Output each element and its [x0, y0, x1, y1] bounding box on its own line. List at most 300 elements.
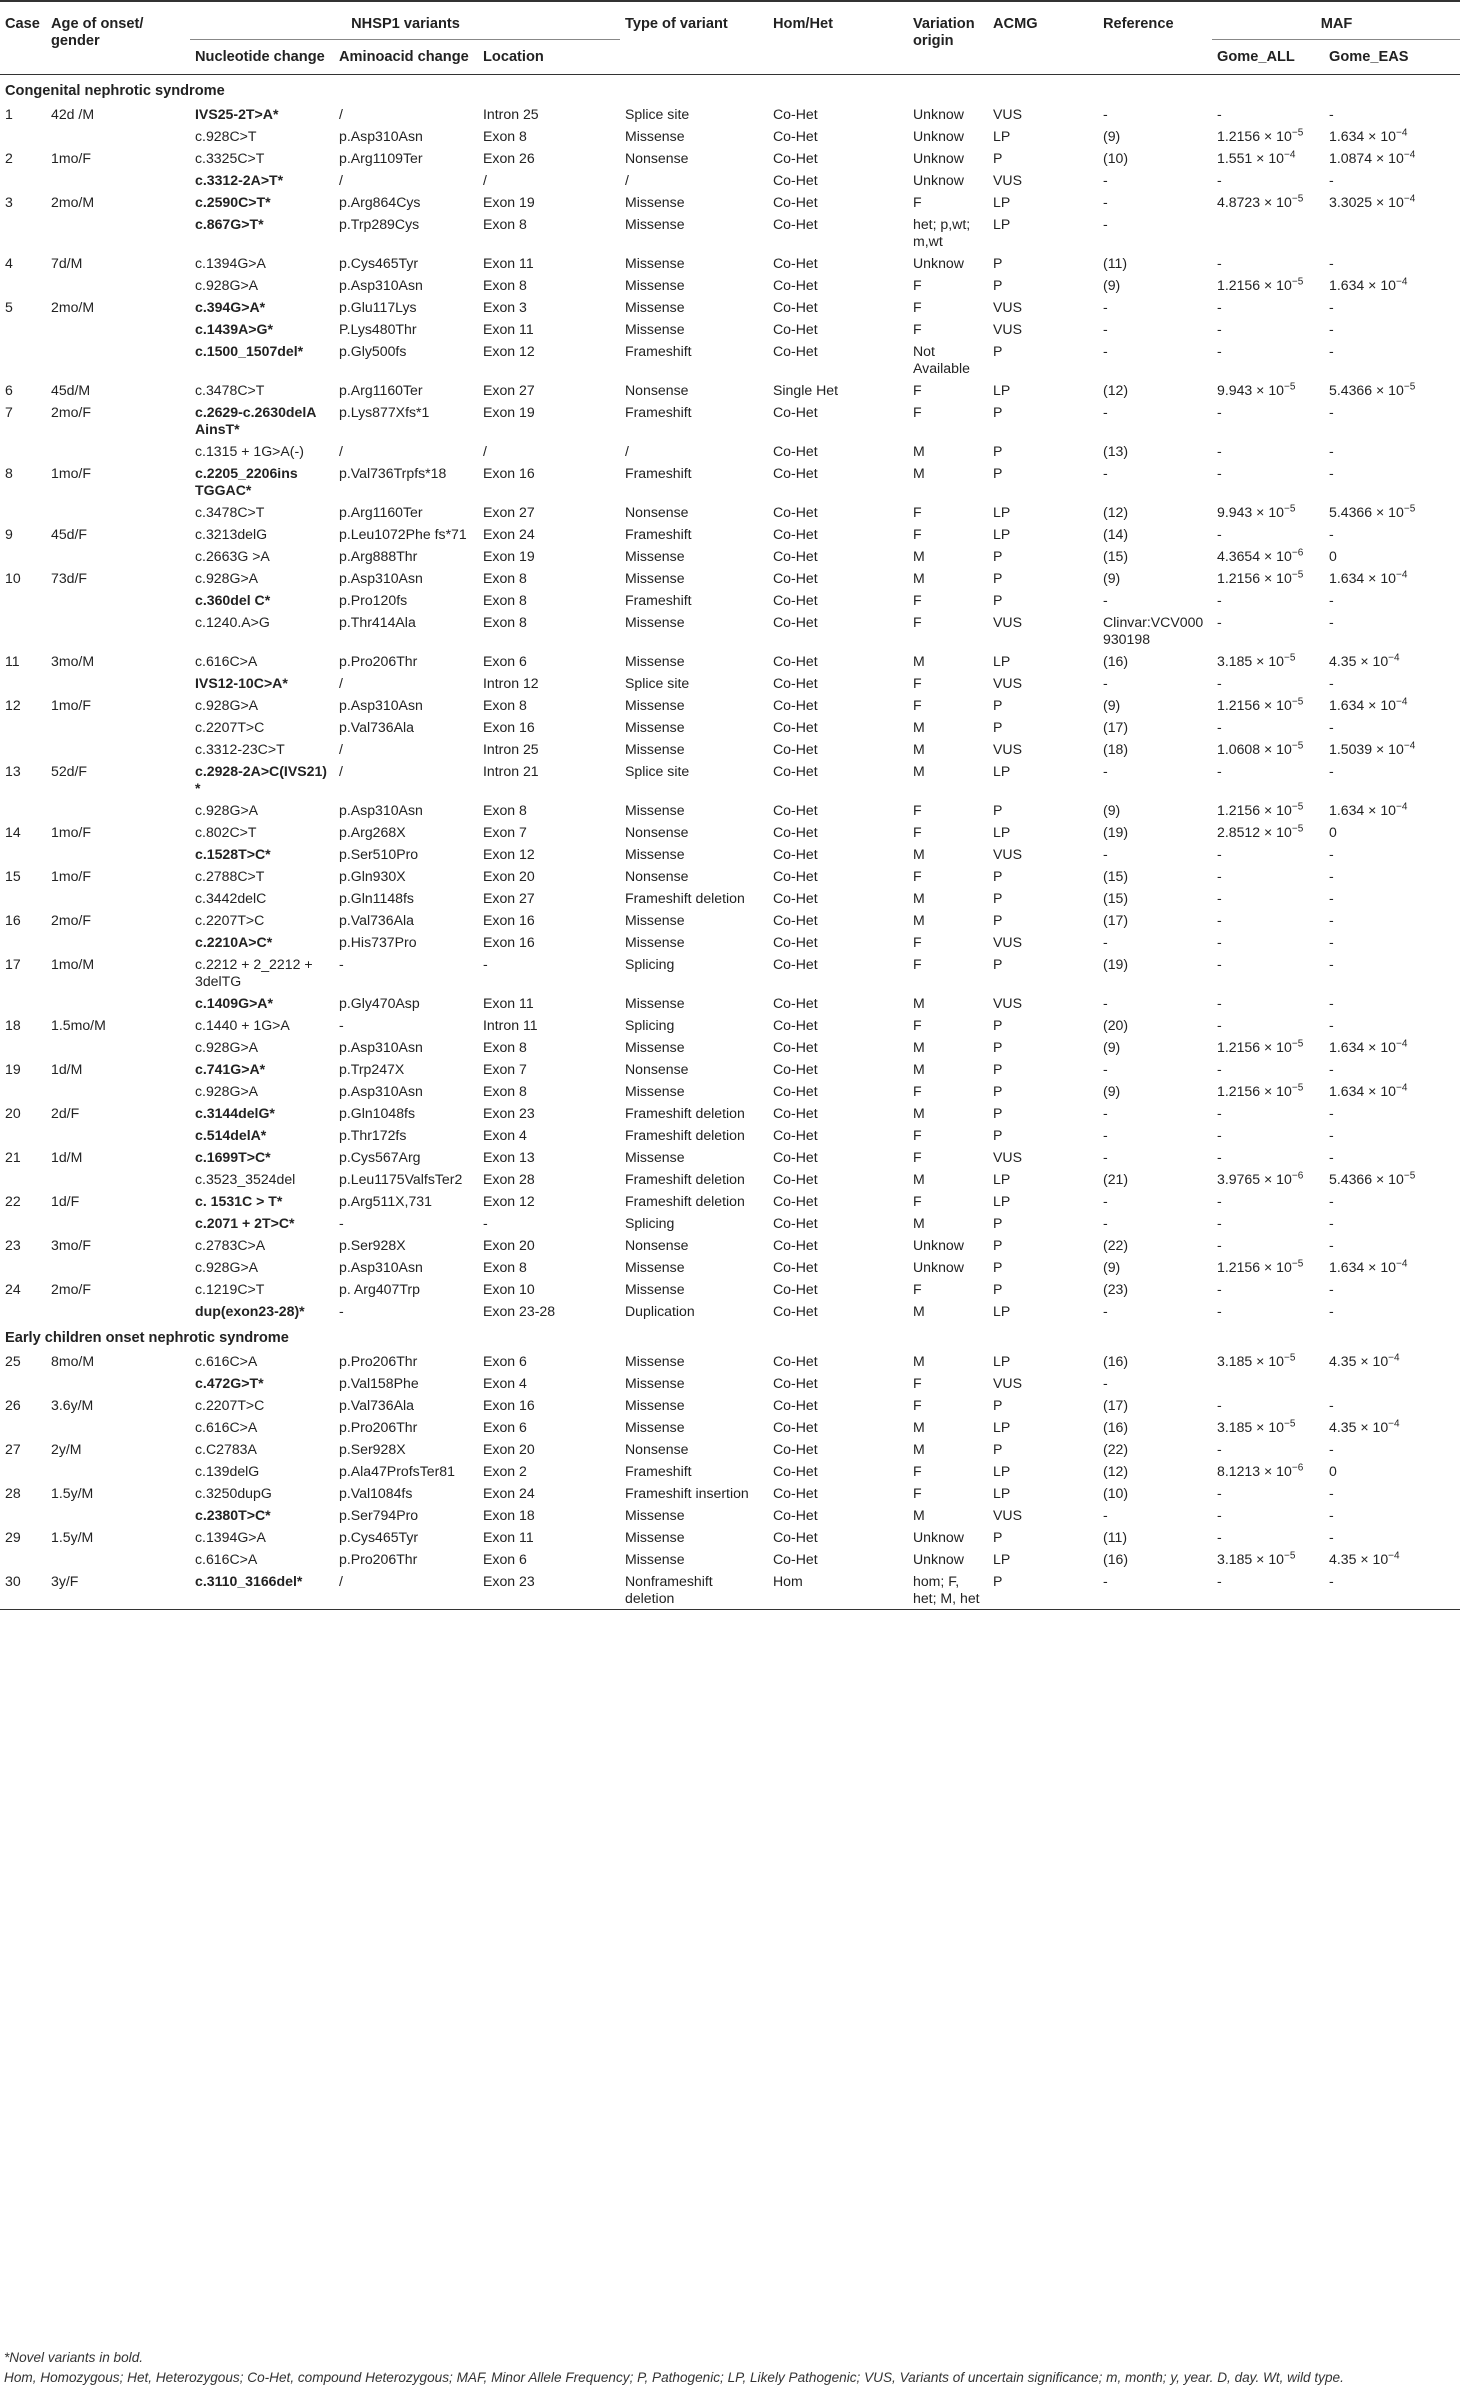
cell-case	[0, 589, 46, 611]
table-row	[0, 1350, 1460, 1372]
cell-aminoacid-change: p.Asp310Asn	[339, 697, 423, 713]
cell-location: Exon 7	[483, 1061, 527, 1077]
cell-type: Frameshift insertion	[625, 1485, 749, 1501]
cell-hom-het: Co-Het	[773, 1485, 818, 1501]
cell-gome-all: -	[1217, 614, 1222, 630]
table-row	[0, 992, 1460, 1014]
cell-hom-het: Co-Het	[773, 128, 818, 144]
cell-hom-het: Co-Het	[773, 824, 818, 840]
cell-aminoacid-change: p.Leu1072Phe fs*71	[339, 526, 467, 542]
cell-gome-eas: -	[1329, 443, 1334, 459]
cell-aminoacid-change: p.Pro206Thr	[339, 1551, 418, 1567]
cell-gome-all: $4.3654 \times 10^{-6}$	[1217, 547, 1304, 564]
cell-type: Nonframeshift deletion	[620, 1570, 768, 1610]
cell-type: Nonsense	[625, 1237, 689, 1253]
cell-acmg: P	[993, 1397, 1003, 1413]
cell-age-gender: 1mo/F	[51, 824, 91, 840]
cell-nucleotide-change: c.616C>A	[195, 1419, 258, 1435]
cell-type: Frameshift deletion	[625, 1171, 745, 1187]
table-body	[0, 75, 1460, 1610]
cell-gome-eas: -	[1329, 1149, 1334, 1165]
cell-aminoacid-change: p.Leu1175ValfsTer2	[339, 1171, 463, 1187]
cell-type: Missense	[625, 995, 685, 1011]
cell-variation-origin: F	[913, 1017, 922, 1033]
cell-variation-origin: F	[913, 1281, 922, 1297]
cell-location: Exon 8	[483, 1259, 527, 1275]
table-row	[0, 1124, 1460, 1146]
cell-reference: (12)	[1103, 382, 1129, 398]
cell-nucleotide-change: c.3325C>T	[195, 150, 265, 166]
cell-type: Missense	[625, 277, 685, 293]
cell-case: 7	[5, 404, 13, 420]
cell-aminoacid-change: /	[334, 1570, 478, 1610]
cell-gome-all: -	[1217, 675, 1222, 691]
cell-hom-het: Co-Het	[773, 934, 818, 950]
cell-location: Intron 25	[483, 741, 539, 757]
cell-aminoacid-change: p.Gly470Asp	[339, 995, 420, 1011]
cell-reference: -	[1103, 934, 1108, 950]
cell-nucleotide-change: c.2788C>T	[195, 868, 265, 884]
cell-nucleotide-change: c.2212 + 2_2212 + 3delTG	[195, 956, 313, 989]
cell-hom-het: Co-Het	[773, 868, 818, 884]
cell-aminoacid-change: p.Val736Ala	[339, 912, 414, 928]
cell-variation-origin: F	[913, 614, 922, 630]
cell-nucleotide-change: c.928G>A	[195, 802, 259, 818]
cell-nucleotide-change: c.3250dupG	[195, 1485, 272, 1501]
cell-type: Frameshift	[625, 592, 692, 608]
cell-gome-eas: -	[1329, 1485, 1334, 1501]
cell-case	[0, 1372, 46, 1394]
cell-gome-eas: -	[1329, 1193, 1334, 1209]
cell-type: Frameshift deletion	[625, 1105, 745, 1121]
cell-case: 12	[5, 697, 21, 713]
col-group-nhsp1: NHSP1 variants	[190, 1, 620, 40]
table-row	[0, 169, 1460, 191]
table-row	[0, 1212, 1460, 1234]
cell-nucleotide-change: c.616C>A	[195, 653, 258, 669]
cell-acmg: P	[993, 465, 1003, 481]
cell-case	[0, 716, 46, 738]
cell-hom-het: Co-Het	[773, 1171, 818, 1187]
cell-acmg: LP	[993, 1419, 1011, 1435]
cell-gome-all: -	[1217, 1485, 1222, 1501]
cell-reference: (13)	[1103, 443, 1129, 459]
cell-hom-het: Co-Het	[773, 1463, 818, 1479]
table-row	[0, 799, 1460, 821]
cell-variation-origin: F	[913, 824, 922, 840]
cell-gome-all: -	[1217, 299, 1222, 315]
cell-acmg: VUS	[993, 934, 1022, 950]
cell-aminoacid-change: p.Asp310Asn	[339, 128, 423, 144]
cell-variation-origin: M	[913, 465, 925, 481]
cell-variation-origin: M	[913, 719, 925, 735]
cell-variation-origin: M	[913, 763, 925, 779]
cell-location: Exon 11	[483, 255, 534, 271]
cell-type: Missense	[625, 299, 685, 315]
cell-gome-all: -	[1217, 592, 1222, 608]
cell-aminoacid-change: p.Arg268X	[339, 824, 406, 840]
cell-acmg: P	[993, 1237, 1003, 1253]
cell-nucleotide-change: c.1439A>G*	[195, 321, 273, 337]
cell-location: Exon 6	[483, 653, 527, 669]
cell-reference: -	[1103, 592, 1108, 608]
cell-nucleotide-change: c.3312-23C>T	[195, 741, 285, 757]
cell-aminoacid-change: -	[339, 1303, 344, 1319]
cell-gome-all: -	[1217, 763, 1222, 779]
cell-case	[0, 274, 46, 296]
cell-acmg: P	[993, 697, 1003, 713]
cell-hom-het: Co-Het	[773, 321, 818, 337]
cell-type: Missense	[625, 846, 685, 862]
cell-reference: (20)	[1103, 1017, 1129, 1033]
cell-case	[0, 992, 46, 1014]
cell-reference: (19)	[1103, 956, 1129, 972]
cell-age-gender	[46, 1212, 190, 1234]
cell-type: Nonsense	[625, 150, 689, 166]
table-row	[0, 1548, 1460, 1570]
cell-case	[0, 1416, 46, 1438]
table-row	[0, 1570, 1460, 1610]
cell-location: Exon 16	[483, 912, 535, 928]
cell-gome-all: -	[1217, 868, 1222, 884]
cell-case	[0, 1080, 46, 1102]
cell-hom-het: Co-Het	[773, 1105, 818, 1121]
cell-gome-eas: -	[1329, 868, 1334, 884]
cell-variation-origin: M	[913, 443, 925, 459]
cell-nucleotide-change: c.2210A>C*	[195, 934, 273, 950]
cell-gome-all: $1.2156 \times 10^{-5}$	[1217, 276, 1304, 293]
cell-acmg: LP	[993, 382, 1011, 398]
cell-reference: -	[1103, 404, 1108, 420]
cell-case: 28	[5, 1485, 21, 1501]
cell-hom-het: Co-Het	[773, 1281, 818, 1297]
table-row	[0, 1102, 1460, 1124]
cell-case: 13	[5, 763, 21, 779]
cell-variation-origin: F	[913, 504, 922, 520]
cell-acmg: VUS	[993, 321, 1022, 337]
col-gome-all: Gome_ALL	[1212, 40, 1324, 75]
cell-age-gender	[46, 738, 190, 760]
cell-location: Exon 20	[483, 1441, 535, 1457]
cell-aminoacid-change: p.Trp247X	[339, 1061, 405, 1077]
cell-gome-all: -	[1217, 1215, 1222, 1231]
cell-age-gender	[46, 1372, 190, 1394]
cell-gome-eas: $1.634 \times 10^{-4}$	[1329, 1082, 1408, 1099]
cell-gome-eas: -	[1329, 934, 1334, 950]
cell-aminoacid-change: p.Asp310Asn	[339, 1039, 423, 1055]
cell-variation-origin: het; p,wt; m,wt	[913, 216, 971, 249]
cell-age-gender: 3y/F	[46, 1570, 190, 1610]
cell-location: Exon 12	[483, 343, 535, 359]
cell-acmg: P	[993, 1215, 1003, 1231]
cell-hom-het: Co-Het	[773, 592, 818, 608]
cell-acmg: VUS	[993, 172, 1022, 188]
cell-age-gender	[46, 843, 190, 865]
cell-case	[0, 672, 46, 694]
cell-aminoacid-change: p.Arg1160Ter	[339, 504, 423, 520]
cell-case: 4	[5, 255, 13, 271]
cell-gome-all: $2.8512 \times 10^{-5}$	[1217, 823, 1304, 840]
table-row	[0, 274, 1460, 296]
cell-gome-all: -	[1217, 1127, 1222, 1143]
cell-case: 8	[5, 465, 13, 481]
cell-location: Exon 8	[483, 614, 527, 630]
cell-type: Nonsense	[625, 824, 689, 840]
cell-hom-het: Co-Het	[773, 1017, 818, 1033]
cell-variation-origin: F	[913, 592, 922, 608]
cell-age-gender: 3mo/F	[51, 1237, 91, 1253]
cell-variation-origin: Unknow	[913, 106, 964, 122]
cell-variation-origin: F	[913, 1149, 922, 1165]
cell-variation-origin: hom; F, het; M, het	[908, 1570, 988, 1610]
cell-acmg: P	[993, 1529, 1003, 1545]
table-row	[0, 567, 1460, 589]
cell-variation-origin: F	[913, 868, 922, 884]
cell-gome-all: -	[1217, 719, 1222, 735]
cell-gome-all: $1.2156 \times 10^{-5}$	[1217, 127, 1304, 144]
cell-location: Exon 27	[483, 504, 535, 520]
cell-acmg: P	[993, 1441, 1003, 1457]
cell-location: Exon 18	[483, 1507, 535, 1523]
cell-reference: (17)	[1103, 719, 1129, 735]
cell-case	[0, 440, 46, 462]
cell-location: Exon 20	[483, 868, 535, 884]
cell-type: Missense	[625, 741, 685, 757]
cell-type: Frameshift	[625, 343, 692, 359]
cell-location: Exon 8	[483, 802, 527, 818]
cell-acmg: P	[993, 802, 1003, 818]
cell-gome-eas: -	[1329, 1127, 1334, 1143]
cell-acmg: P	[993, 1105, 1003, 1121]
cell-acmg: VUS	[993, 299, 1022, 315]
cell-variation-origin: Unknow	[913, 1237, 964, 1253]
cell-case: 17	[5, 956, 21, 972]
cell-case: 29	[5, 1529, 21, 1545]
cell-reference: (9)	[1103, 277, 1121, 293]
table-row	[0, 650, 1460, 672]
cell-gome-all: $1.0608 \times 10^{-5}$	[1217, 740, 1304, 757]
table-row	[0, 1014, 1460, 1036]
cell-aminoacid-change: p.Lys877Xfs*1	[339, 404, 430, 420]
cell-aminoacid-change: -	[339, 1215, 344, 1231]
cell-reference: (14)	[1103, 526, 1129, 542]
cell-gome-eas: -	[1329, 1237, 1334, 1253]
table-row	[0, 1504, 1460, 1526]
cell-age-gender: 2y/M	[51, 1441, 82, 1457]
cell-variation-origin: M	[913, 741, 925, 757]
cell-nucleotide-change: c.1394G>A	[195, 255, 266, 271]
cell-nucleotide-change: c.3110_3166del*	[190, 1570, 334, 1610]
cell-nucleotide-change: c.2928-2A>C(IVS21) *	[195, 763, 328, 796]
cell-hom-het: Co-Het	[773, 504, 818, 520]
cell-gome-eas: -	[1329, 1215, 1334, 1231]
cell-age-gender	[46, 799, 190, 821]
cell-aminoacid-change: p.Val158Phe	[339, 1375, 419, 1391]
cell-hom-het: Single Het	[773, 382, 839, 398]
cell-hom-het: Co-Het	[773, 570, 818, 586]
cell-gome-eas: -	[1329, 763, 1334, 779]
cell-hom-het: Co-Het	[773, 1039, 818, 1055]
cell-location: Exon 12	[483, 846, 535, 862]
cell-gome-eas: -	[1329, 1017, 1334, 1033]
cell-type: Frameshift deletion	[625, 890, 745, 906]
cell-gome-all: -	[1217, 1397, 1222, 1413]
cell-location: Exon 8	[483, 277, 527, 293]
cell-gome-all: -	[1217, 956, 1222, 972]
cell-gome-eas: $1.634 \times 10^{-4}$	[1329, 1038, 1408, 1055]
cell-case	[0, 1504, 46, 1526]
cell-location: Exon 4	[483, 1375, 527, 1391]
cell-reference: -	[1103, 321, 1108, 337]
cell-variation-origin: F	[913, 1485, 922, 1501]
cell-gome-eas: $1.634 \times 10^{-4}$	[1329, 801, 1408, 818]
table-row	[0, 1190, 1460, 1212]
cell-type: Splice site	[625, 106, 690, 122]
cell-nucleotide-change: c.802C>T	[195, 824, 257, 840]
cell-gome-all	[1212, 213, 1324, 252]
cell-age-gender	[46, 1504, 190, 1526]
table-row	[0, 1438, 1460, 1460]
cell-case	[0, 1036, 46, 1058]
cell-gome-eas: $1.634 \times 10^{-4}$	[1329, 127, 1408, 144]
cell-acmg: LP	[993, 194, 1011, 210]
col-hom-het: Hom/Het	[768, 1, 908, 75]
cell-variation-origin: F	[913, 1083, 922, 1099]
cell-variation-origin: M	[913, 1507, 925, 1523]
cell-type: Missense	[625, 1149, 685, 1165]
cell-reference: (16)	[1103, 1419, 1129, 1435]
cell-acmg: P	[993, 570, 1003, 586]
cell-reference: -	[1098, 1570, 1212, 1610]
table-row	[0, 1256, 1460, 1278]
cell-gome-eas: -	[1329, 1441, 1334, 1457]
cell-variation-origin: F	[913, 404, 922, 420]
table-row	[0, 379, 1460, 401]
cell-aminoacid-change: -	[339, 956, 344, 972]
cell-gome-eas: -	[1329, 675, 1334, 691]
cell-nucleotide-change: c.2071 + 2T>C*	[195, 1215, 295, 1231]
cell-hom-het: Co-Het	[773, 1353, 818, 1369]
table-row	[0, 296, 1460, 318]
cell-age-gender	[46, 1080, 190, 1102]
cell-hom-het: Co-Het	[773, 763, 818, 779]
cell-hom-het: Co-Het	[773, 548, 818, 564]
cell-age-gender: 1d/M	[51, 1149, 83, 1165]
cell-hom-het: Co-Het	[773, 1375, 818, 1391]
cell-gome-eas: -	[1329, 465, 1334, 481]
cell-nucleotide-change: c.1500_1507del*	[195, 343, 304, 359]
cell-hom-het: Co-Het	[773, 1193, 818, 1209]
cell-location: Exon 19	[483, 548, 535, 564]
cell-variation-origin: Unknow	[913, 150, 964, 166]
cell-gome-all: -	[1217, 1507, 1222, 1523]
cell-location: Exon 19	[483, 194, 535, 210]
table-row	[0, 1278, 1460, 1300]
cell-nucleotide-change: c.1699T>C*	[195, 1149, 271, 1165]
cell-type: Splice site	[625, 675, 690, 691]
cell-reference: (12)	[1103, 504, 1129, 520]
cell-age-gender	[46, 125, 190, 147]
cell-hom-het: Co-Het	[773, 956, 818, 972]
cell-type: Missense	[625, 697, 685, 713]
cell-hom-het: Hom	[768, 1570, 908, 1610]
table-row	[0, 252, 1460, 274]
cell-gome-all: -	[1217, 404, 1222, 420]
cell-aminoacid-change: p.Arg888Thr	[339, 548, 418, 564]
cell-location: Exon 26	[483, 150, 535, 166]
cell-age-gender	[46, 589, 190, 611]
cell-acmg: P	[993, 443, 1003, 459]
table-row	[0, 611, 1460, 650]
cell-variation-origin: F	[913, 1397, 922, 1413]
cell-gome-all: -	[1217, 321, 1222, 337]
cell-acmg: VUS	[993, 675, 1022, 691]
cell-gome-all: $3.185 \times 10^{-5}$	[1217, 1352, 1296, 1369]
cell-reference: (9)	[1103, 128, 1121, 144]
cell-nucleotide-change: c.1219C>T	[195, 1281, 265, 1297]
cell-nucleotide-change: c.928G>A	[195, 697, 259, 713]
cell-nucleotide-change: c. 1531C > T*	[195, 1193, 283, 1209]
cell-nucleotide-change: c.360del C*	[195, 592, 271, 608]
cell-reference: (9)	[1103, 697, 1121, 713]
cell-nucleotide-change: c.1528T>C*	[195, 846, 271, 862]
cell-variation-origin: M	[913, 1061, 925, 1077]
cell-age-gender: 1.5y/M	[51, 1485, 94, 1501]
cell-case: 19	[5, 1061, 21, 1077]
cell-location: Exon 8	[483, 1039, 527, 1055]
cell-case: 20	[5, 1105, 21, 1121]
cell-gome-eas: -	[1329, 255, 1334, 271]
cell-reference: (22)	[1103, 1441, 1129, 1457]
cell-aminoacid-change: p.Val1084fs	[339, 1485, 413, 1501]
cell-age-gender: 1mo/M	[51, 956, 95, 972]
cell-reference: -	[1103, 1303, 1108, 1319]
cell-nucleotide-change: c.928G>A	[195, 277, 259, 293]
cell-age-gender	[46, 1416, 190, 1438]
cell-age-gender: 1.5mo/M	[51, 1017, 106, 1033]
cell-acmg: P	[993, 255, 1003, 271]
cell-reference: (9)	[1103, 570, 1121, 586]
col-variation-origin: Variation origin	[908, 1, 988, 75]
cell-case: 2	[5, 150, 13, 166]
cell-age-gender	[46, 169, 190, 191]
cell-acmg: LP	[993, 763, 1011, 779]
cell-variation-origin: M	[913, 1419, 925, 1435]
cell-gome-all: -	[1217, 172, 1222, 188]
cell-aminoacid-change: p.Val736Ala	[339, 1397, 414, 1413]
cell-age-gender: 1d/M	[51, 1061, 83, 1077]
cell-gome-all: $1.551 \times 10^{-4}$	[1217, 149, 1296, 166]
cell-variation-origin: M	[913, 995, 925, 1011]
cell-acmg: VUS	[993, 1375, 1022, 1391]
cell-acmg: VUS	[993, 1507, 1022, 1523]
cell-acmg: P	[993, 912, 1003, 928]
section-row	[0, 75, 1460, 104]
table-row	[0, 462, 1460, 501]
cell-variation-origin: Not Available	[913, 343, 970, 376]
cell-nucleotide-change: c.3442delC	[195, 890, 267, 906]
cell-nucleotide-change: c.2590C>T*	[195, 194, 271, 210]
cell-age-gender: 1mo/F	[51, 150, 91, 166]
cell-age-gender: 8mo/M	[51, 1353, 95, 1369]
cell-type: Splicing	[625, 1017, 675, 1033]
cell-gome-all: $3.185 \times 10^{-5}$	[1217, 1550, 1296, 1567]
cell-gome-eas: -	[1324, 1570, 1460, 1610]
cell-type: Nonsense	[625, 504, 689, 520]
cell-gome-all: -	[1217, 1237, 1222, 1253]
cell-gome-all: -	[1217, 995, 1222, 1011]
cell-gome-all: -	[1217, 465, 1222, 481]
